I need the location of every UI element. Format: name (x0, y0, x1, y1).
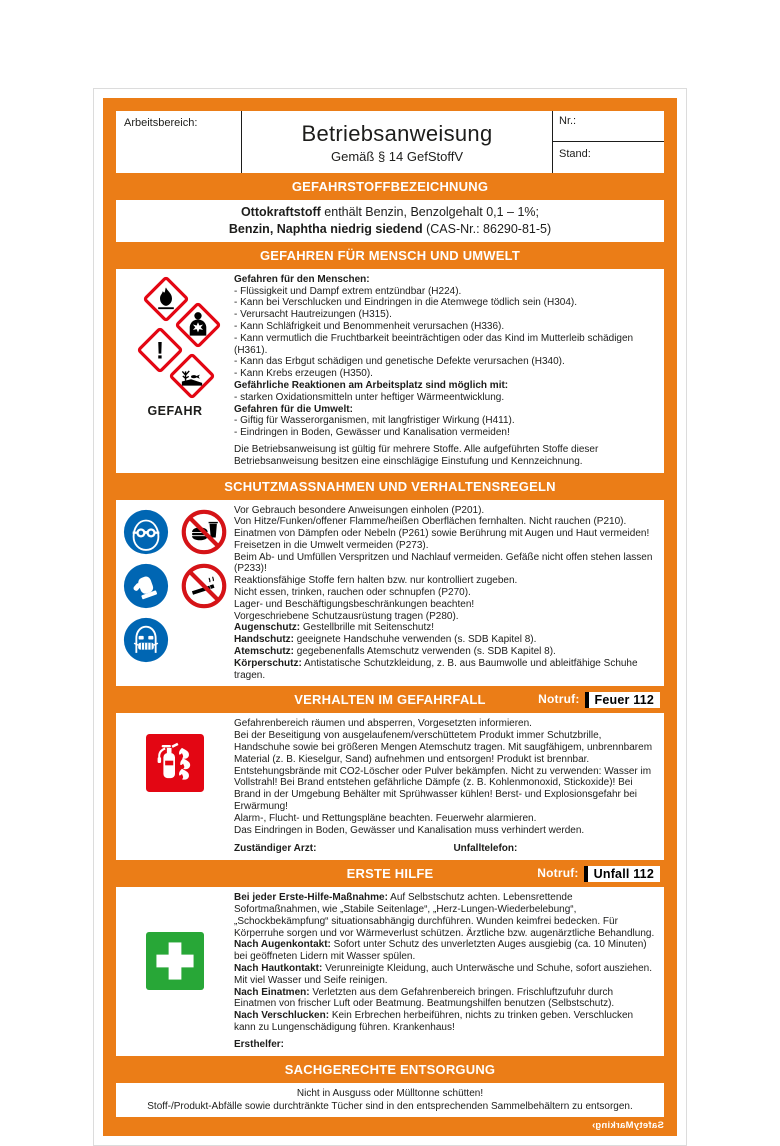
ghs-pictogram-column (116, 274, 234, 468)
text-line: Reaktionsfähige Stoffe fern halten bzw. nur kontrolliert zugeben. (234, 575, 518, 587)
text-line: Nach Hautkontakt: Verunreinigte Kleidung, auch Unterwäsche und Schuhe, sofort ausziehen. Mit viel Wasser und Seife reinigen. (234, 963, 653, 986)
substance-box (116, 200, 664, 242)
text-line: Von Hitze/Funken/offener Flamme/heißen Oberflächen fernhalten. Nicht rauchen (P210). (234, 516, 627, 528)
stand-label: Stand: (559, 147, 591, 160)
text-line: Einatmen von Dämpfen oder Nebeln (P261) sowie Berührung mit Augen und Haut vermeiden! (234, 528, 650, 540)
band-gefahrfall (116, 689, 664, 710)
arzt-unfalltelefon-row (234, 843, 656, 855)
band-gefahren: GEFAHREN FÜR MENSCH UND UMWELT (260, 247, 520, 263)
text-line: Nicht in Ausguss oder Mülltonne schütten! (296, 1087, 484, 1099)
text-line: - Verursacht Hautreizungen (H315). (234, 309, 392, 321)
text-line: Nach Einatmen: Verletzten aus dem Gefahrenbereich bringen. Frischluftzufuhr durch Einatmen von frischer Luft oder Beatmung. Beatmungshilfen benutzen (Selbstschutz). (234, 986, 615, 1010)
text-line: - Eindringen in Boden, Gewässer und Kanalisation vermeiden! (234, 427, 510, 439)
text-line: Lager- und Beschäftigungsbeschränkungen beachten! (234, 598, 475, 610)
text-line: - Kann Krebs erzeugen (H350). (234, 368, 373, 380)
protection-pictogram-grid (123, 509, 227, 663)
nr-label: Nr.: (553, 111, 664, 142)
section-gefahren (116, 269, 664, 473)
text-line: - Kann bei Verschlucken und Eindringen in die Atemwege tödlich sein (H304). (234, 297, 577, 309)
notruf-unfall-value: Unfall 112 (584, 866, 660, 882)
signal-word-gefahr: GEFAHR (147, 403, 203, 418)
erstehilfe-text (234, 892, 664, 1050)
nr-stand-cell (552, 111, 664, 173)
no-smoking-icon (181, 563, 227, 609)
betriebsanweisung-sign (93, 88, 687, 1146)
gefahrfall-paragraphs (234, 718, 656, 836)
watermark-row (116, 1117, 664, 1133)
text-line: Augenschutz: Gestellbrille mit Seitenschutz! (234, 622, 435, 634)
band-schutzmassnahmen: SCHUTZMASSNAHMEN UND VERHALTENSREGELN (224, 478, 556, 494)
watermark-arrow: › (591, 1119, 596, 1131)
band-erstehilfe-title: ERSTE HILFE (346, 866, 434, 882)
substance-line-1: Ottokraftstoff enthält Benzin, Benzolgehalt 0,1 – 1%; (240, 205, 540, 219)
text-line: Vor Gebrauch besondere Anweisungen einholen (P201). (234, 504, 485, 516)
zustaendiger-arzt-label: Zuständiger Arzt: (234, 843, 317, 855)
notruf-label: Notruf: (538, 692, 580, 707)
gefahren-text (234, 274, 664, 468)
notruf-feuer (538, 692, 660, 708)
substance-line-2: Benzin, Naphtha niedrig siedend (CAS-Nr.: 86290-81-5) (228, 221, 552, 236)
text-line: - Kann das Erbgut schädigen und genetische Defekte verursachen (H340). (234, 356, 565, 368)
section-gefahrfall (116, 713, 664, 860)
notruf-unfall (537, 866, 660, 882)
fire-pictogram-column (116, 718, 234, 855)
text-line: Bei jeder Erste-Hilfe-Maßnahme: Auf Selbstschutz achten. Lebensrettende Sofortmaßnahmen, wie „Stabile Seitenlage“, „Herz-Lungen-Wiederbelebung“, „Schockbekämpfung“ situationsabhängig durchführen. Wunden keimfrei bedecken. Für Körperruhe sorgen und vor Wärmeverlust schützen. Ärztliche bzw. augenärztliche Behandlung. (234, 892, 655, 939)
text-line: - starken Oxidationsmitteln unter heftiger Wärmeentwicklung. (234, 391, 505, 403)
text-line: Gefahrenbereich räumen und absperren, Vorgesetzten informieren. (234, 718, 532, 730)
text-line: Gefahren für den Menschen: (234, 273, 370, 285)
gefahrfall-text (234, 718, 664, 855)
section-schutz (116, 500, 664, 687)
first-aid-cross-icon (146, 932, 204, 990)
text-line: Stoff-/Produkt-Abfälle sowie durchtränkte Tücher sind in den entsprechenden Sammelbehältern zu entsorgen. (147, 1100, 633, 1112)
title-cell (242, 111, 552, 173)
ghs-cluster (123, 276, 227, 424)
text-line: Freisetzen in die Umwelt vermeiden (P273). (234, 539, 429, 551)
arbeitsbereich-cell (116, 111, 242, 173)
band-entsorgung: SACHGERECHTE ENTSORGUNG (284, 1061, 496, 1077)
arbeitsbereich-label: Arbeitsbereich: (124, 117, 198, 129)
sign-title: Betriebsanweisung (301, 120, 493, 146)
text-line: - Kann Schläfrigkeit und Benommenheit verursachen (H336). (234, 320, 505, 332)
watermark-brand: SafetyMarking (595, 1119, 664, 1131)
protection-pictogram-column (116, 505, 234, 682)
text-line: Bei der Beseitigung von ausgelaufenem/verschüttetem Produkt immer Schutzbrille, Handschuhe sowie bei größeren Mengen Atemschutz tragen. Mit saugfähigem, unbrennbarem Material (z. B. Kieselgur, Sand) aufnehmen und entsorgen! Produkt ist brennbar. (234, 730, 653, 765)
text-line: Nach Verschlucken: Kein Erbrechen herbeiführen, nichts zu trinken geben. Verschlucken kann zu Lungenschädigung führen. Krankenhaus! (234, 1010, 634, 1033)
text-line: Das Eindringen in Boden, Gewässer und Kanalisation muss verhindert werden. (234, 824, 585, 836)
text-line: Nach Augenkontakt: Sofort unter Schutz des unverletzten Auges ausgiebig (ca. 10 Minuten) bei geöffneten Lidern mit Wasser spülen. (234, 939, 647, 963)
text-line: Alarm-, Flucht- und Rettungspläne beachten. Feuerwehr alarmieren. (234, 812, 537, 824)
text-line: Atemschutz: gegebenenfalls Atemschutz verwenden (s. SDB Kapitel 8). (234, 646, 556, 658)
wear-protective-gloves-icon (123, 563, 169, 609)
notruf-feuer-value: Feuer 112 (585, 692, 660, 708)
text-line: Gefahren für die Umwelt: (234, 403, 353, 415)
band-gefahrfall-title: VERHALTEN IM GEFAHRFALL (294, 692, 486, 708)
band-gefahrstoffbezeichnung: GEFAHRSTOFFBEZEICHNUNG (291, 179, 489, 194)
schutz-text (234, 505, 664, 682)
text-line: Vorgeschriebene Schutzausrüstung tragen (P280). (234, 610, 459, 622)
section-erstehilfe (116, 887, 664, 1055)
orange-frame (103, 98, 677, 1136)
text-line: Ersthelfer: (234, 1038, 285, 1050)
text-line: Handschutz: geeignete Handschuhe verwenden (s. SDB Kapitel 8). (234, 634, 537, 646)
band-erstehilfe (116, 863, 664, 884)
text-line: Die Betriebsanweisung ist gültig für mehrere Stoffe. Alle aufgeführten Stoffe dieser Betriebsanweisung besitzen eine einschlägige Einstufung und Kennzeichnung. (234, 443, 599, 467)
text-line: Entstehungsbrände mit CO2-Löscher oder Pulver bekämpfen. Nicht zu verwenden: Wasser im Vollstrahl! Bei Brand entstehen gefährliche Dämpfe (z. B. Kohlenmonoxid, Stickoxide)! Bei Brand in der Umgebung Behälter mit Sprühwasser kühlen! Berst- und Explosionsgefahr bei Erwärmung! (234, 765, 652, 813)
text-line: - Flüssigkeit und Dampf extrem entzündbar (H224). (234, 285, 462, 297)
sign-header (116, 111, 664, 173)
text-line: Beim Ab- und Umfüllen Verspritzen und Nachlauf vermeiden. Gefäße nicht offen stehen lassen (P233)! (234, 551, 653, 575)
unfalltelefon-label: Unfalltelefon: (453, 843, 518, 855)
sign-subtitle: Gemäß § 14 GefStoffV (331, 148, 463, 164)
first-aid-pictogram-column (116, 892, 234, 1050)
text-line: Nicht essen, trinken, rauchen oder schnupfen (P270). (234, 587, 471, 599)
wear-eye-protection-icon (123, 509, 169, 555)
text-line: - Kann vermutlich die Fruchtbarkeit beeinträchtigen oder das Kind im Mutterleib schädigen (H361). (234, 332, 634, 356)
text-line: Gefährliche Reaktionen am Arbeitsplatz sind möglich mit: (234, 379, 509, 391)
fire-extinguisher-icon (146, 734, 204, 792)
text-line: - Giftig für Wasserorganismen, mit langfristiger Wirkung (H411). (234, 415, 515, 427)
ghs-environment-icon (169, 353, 215, 399)
wear-respiratory-protection-icon (123, 617, 169, 663)
notruf-label: Notruf: (537, 866, 579, 881)
section-entsorgung (116, 1083, 664, 1117)
text-line: Körperschutz: Antistatische Schutzkleidung, z. B. aus Baumwolle und ableitfähige Schuhe tragen. (234, 657, 638, 681)
no-eating-drinking-icon (181, 509, 227, 555)
svg-text:!: ! (156, 337, 164, 365)
